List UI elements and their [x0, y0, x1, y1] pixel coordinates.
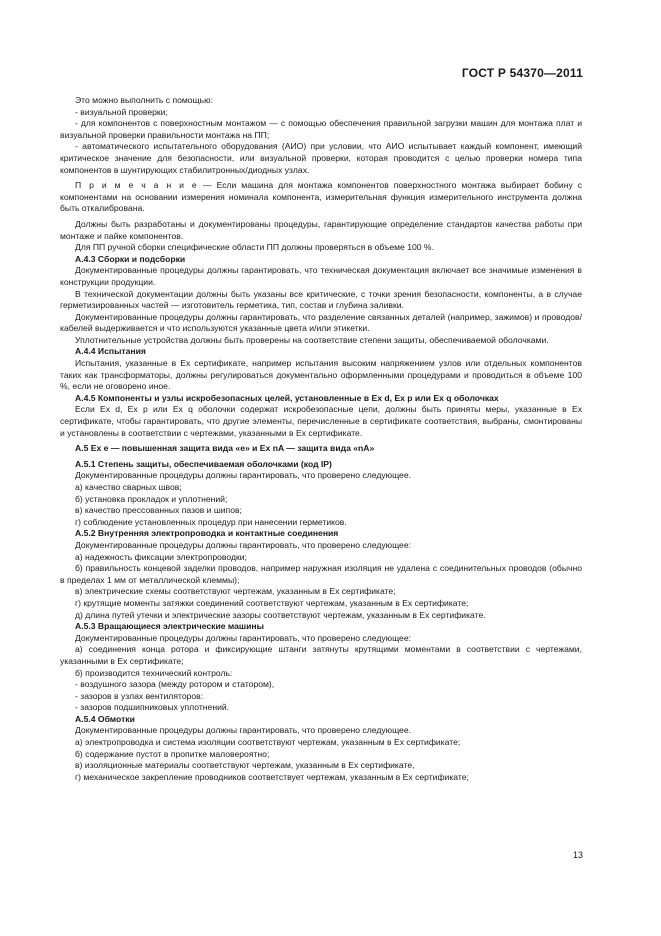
list-item: а) надежность фиксации электропроводки; — [75, 551, 247, 562]
list-item: г) соблюдение установленных процедур при нанесении герметиков. — [75, 516, 347, 527]
list-item: б) установка прокладок и уплотнений; — [75, 493, 228, 504]
section-heading: А.4.5 Компоненты и узлы искробезопасных целей, установленные в Ex d, Ex p или Ex q оболочках — [75, 392, 499, 403]
list-item: в) качество прессованных пазов и шипов; — [75, 505, 242, 516]
note-label: П р и м е ч а н и е — [75, 180, 199, 191]
paragraph: Если Ex d, Ex p или Ex q оболочки содержат искробезопасные цепи, должны быть приняты меры, указанные в Ex сертификате, чтобы гарантировать, что другие элементы, перечисленные в сертификате соответствия, выбраны, смонтированы и установлены в соответствии с чертежами, указанными в Ex сертификате. — [60, 404, 582, 438]
list-item: б) правильность концевой заделки проводов, например наружная изоляция не удалена с соединительных проводов (обычно в пределах 1 мм от металлической клеммы); — [60, 563, 582, 585]
list-item: а) электропроводка и система изоляции соответствуют чертежам, указанным в Ex сертификате; — [75, 737, 461, 748]
note-text: — Если машина для монтажа компонентов поверхностного монтажа выбирает бобину с компонентами на основании измерения номинала компонента, измерительная функция измерительного инструмента должна быть откалибрована. — [60, 180, 582, 214]
paragraph: Для ПП ручной сборки специфические области ПП должны проверяться в объеме 100 %. — [75, 242, 434, 253]
list-item: - зазоров в узлах вентиляторов: — [75, 690, 204, 701]
list-item: д) длина путей утечки и электрические зазоры соответствуют чертежам, указанным в Ex сертификате. — [75, 609, 486, 620]
list-item: г) крутящие моменты затяжки соединений соответствуют чертежам, указанным в Ex сертификате; — [75, 597, 469, 608]
page-number: 13 — [572, 850, 583, 860]
list-item: - визуальной проверки; — [75, 106, 168, 117]
list-item: а) качество сварных швов; — [75, 482, 182, 492]
list-item: - автоматического испытательного оборудования (АИО) при условии, что АИО испытывает каждый компонент, имеющий критическое значение для безопасности, или визуальной проверки, которая проводится с целью проверки номера типа компонентов в шунтирующих стабилитронных/диодных узлах. — [60, 141, 582, 175]
section-heading: А.4.3 Сборки и подсборки — [75, 253, 186, 264]
paragraph: В технической документации должны быть указаны все критические, с точки зрения безопасности, компоненты, а в случае герметизированных частей — изготовитель герметика, тип, состав и глубина заливки. — [60, 288, 582, 311]
list-item: б) производится технический контроль: — [75, 667, 233, 678]
section-heading: А.4.4 Испытания — [75, 346, 146, 357]
list-item: б) содержание пустот в пропитке маловероятно; — [75, 748, 270, 759]
paragraph: Должны быть разработаны и документированы процедуры, гарантирующие определение стандартов качества работы при монтаже и пайке компонентов. — [60, 218, 582, 241]
list-item: - воздушного зазора (между ротором и статором), — [75, 679, 275, 690]
list-item: в) изоляционные материалы соответствуют чертежам, указанным в Ex сертификате, — [75, 760, 415, 771]
document-header: ГОСТ Р 54370—2011 — [461, 66, 583, 80]
list-item: в) электрические схемы соответствуют чертежам, указанным в Ex сертификате; — [75, 586, 396, 597]
list-item: г) механическое закрепление проводников соответствует чертежам, указанным в Ex сертификате; — [75, 771, 469, 782]
section-heading: А.5.4 Обмотки — [75, 713, 135, 724]
section-heading: А.5.3 Вращающиеся электрические машины — [75, 621, 264, 632]
list-item: - для компонентов с поверхностным монтажом — с помощью обеспечения правильной загрузки машин для монтажа плат и визуальной проверки правильности монтажа на ПП; — [60, 118, 582, 140]
list-item: а) соединения конца ротора и фиксирующие штанги затянуты крутящими моментами в соответствии с чертежами, указанными в Ex сертификате; — [60, 644, 582, 666]
page-body — [60, 95, 582, 783]
paragraph: Документированные процедуры должны гарантировать, что разделение связанных деталей (например, зажимов) и проводов/кабелей выдерживается и что используются указанные цвета и/или этикетки. — [60, 311, 582, 334]
note — [60, 180, 582, 215]
section-heading: А.5 Ex e — повышенная защита вида «e» и Ex nA — защита вида «nA» — [75, 443, 375, 454]
paragraph: Документированные процедуры должны гарантировать, что проверено следующее: — [75, 632, 411, 643]
list-item: - зазоров подшипниковых уплотнений. — [75, 702, 230, 713]
paragraph: Это можно выполнить с помощью: — [75, 95, 213, 105]
paragraph: Документированные процедуры должны гарантировать, что проверено следующее. — [75, 470, 411, 481]
paragraph: Уплотнительные устройства должны быть проверены на соответствие степени защиты, обеспечиваемой оболочками. — [75, 334, 549, 345]
section-heading: А.5.1 Степень защиты, обеспечиваемая оболочками (код IP) — [75, 458, 332, 469]
paragraph: Документированные процедуры должны гарантировать, что проверено следующее. — [75, 725, 411, 736]
section-heading: А.5.2 Внутренняя электропроводка и контактные соединения — [75, 528, 339, 539]
paragraph: Документированные процедуры должны гарантировать, что техническая документация включает все значимые изменения в конструкции продукции. — [60, 265, 582, 287]
paragraph: Документированные процедуры должны гарантировать, что проверено следующее: — [75, 539, 411, 550]
paragraph: Испытания, указанные в Ex сертификате, например испытания высоким напряжением узлов или отдельных компонентов таких как трансформаторы, должны регулироваться документально оформленными процедурами и проводиться в объеме 100 %, если не оговорено иное. — [60, 358, 582, 392]
